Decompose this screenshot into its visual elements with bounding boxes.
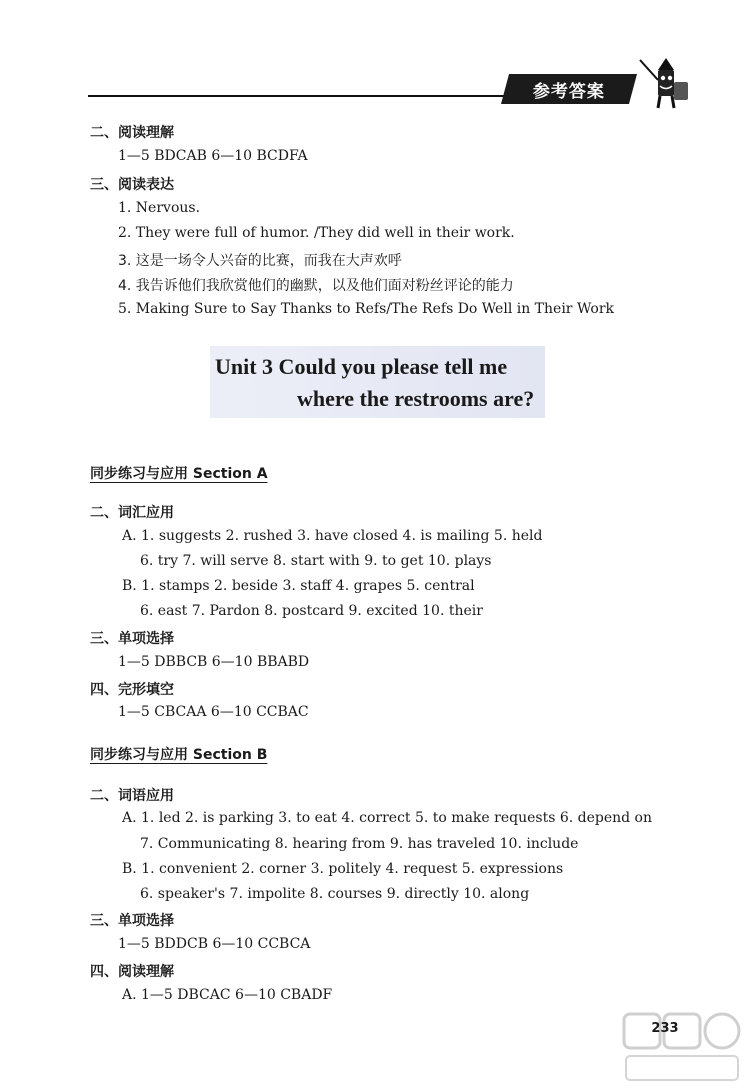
vocab-line: A. 1. suggests 2. rushed 3. have closed 4. is mailing 5. held xyxy=(122,528,543,544)
watermark-icon xyxy=(620,1008,745,1088)
vocab-line: 6. east 7. Pardon 8. postcard 9. excited 10. their xyxy=(140,603,483,619)
words-line: 7. Communicating 8. hearing from 9. has traveled 10. include xyxy=(140,836,579,852)
choice-answers-b: 1—5 BDDCB 6—10 CCBCA xyxy=(118,936,311,952)
cloze-answers: 1—5 CBCAA 6—10 CCBAC xyxy=(118,704,309,720)
section-a-title: 同步练习与应用 Section A xyxy=(90,466,268,482)
words-line: A. 1. led 2. is parking 3. to eat 4. correct 5. to make requests 6. depend on xyxy=(122,810,653,826)
reading-heading: 二、阅读理解 xyxy=(90,125,174,141)
unit-title-line1: Unit 3 Could you please tell me xyxy=(215,354,508,379)
expression-item: 4. 我告诉他们我欣赏他们的幽默，以及他们面对粉丝评论的能力 xyxy=(118,278,514,294)
expression-item: 5. Making Sure to Say Thanks to Refs/The Refs Do Well in Their Work xyxy=(118,301,614,317)
expression-item: 3. 这是一场令人兴奋的比赛，而我在大声欢呼 xyxy=(118,253,402,269)
page-number: 233 xyxy=(651,1021,679,1036)
pencil-mascot-icon xyxy=(636,56,696,110)
vocab-heading: 二、词汇应用 xyxy=(90,505,174,521)
choice-heading-b: 三、单项选择 xyxy=(90,913,174,929)
words-line: B. 1. convenient 2. corner 3. politely 4. request 5. expressions xyxy=(122,861,564,877)
header-rule xyxy=(88,95,508,97)
expression-item: 1. Nervous. xyxy=(118,200,201,216)
vocab-line: 6. try 7. will serve 8. start with 9. to get 10. plays xyxy=(140,553,492,569)
answers-banner xyxy=(501,74,637,104)
reading-answers: 1—5 BDCAB 6—10 BCDFA xyxy=(118,148,308,164)
banner-label: 参考答案 xyxy=(533,81,605,102)
expression-item: 2. They were full of humor. /They did well in their work. xyxy=(118,225,515,241)
words-line: 6. speaker's 7. impolite 8. courses 9. directly 10. along xyxy=(140,886,530,902)
reading-heading-b: 四、阅读理解 xyxy=(90,964,174,980)
reading-answers-b: A. 1—5 DBCAC 6—10 CBADF xyxy=(122,987,333,1003)
choice-answers-a: 1—5 DBBCB 6—10 BBABD xyxy=(118,654,310,670)
expression-heading: 三、阅读表达 xyxy=(90,177,174,193)
unit-title-line2: where the restrooms are? xyxy=(297,386,535,411)
choice-heading-a: 三、单项选择 xyxy=(90,631,174,647)
vocab-line: B. 1. stamps 2. beside 3. staff 4. grapes 5. central xyxy=(122,578,475,594)
cloze-heading: 四、完形填空 xyxy=(90,682,174,698)
words-heading: 二、词语应用 xyxy=(90,788,174,804)
section-b-title: 同步练习与应用 Section B xyxy=(90,747,268,763)
